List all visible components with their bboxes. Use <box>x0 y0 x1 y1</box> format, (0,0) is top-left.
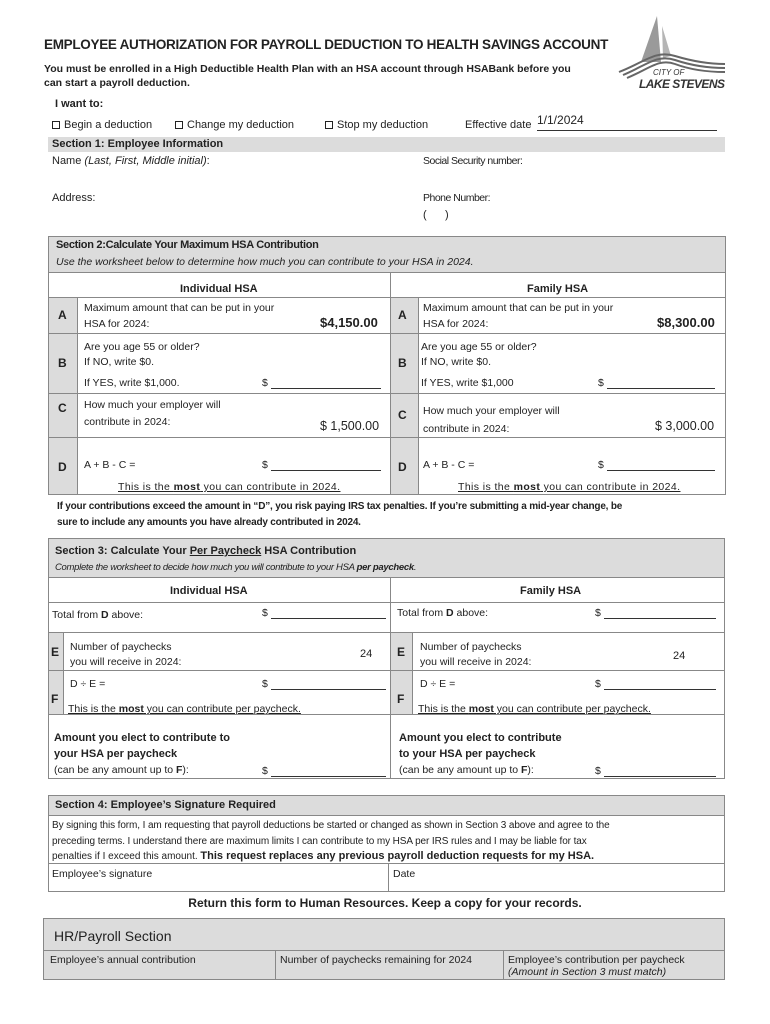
begin-deduction-checkbox[interactable] <box>52 119 152 131</box>
fam-elect-field[interactable]: $ <box>595 765 716 777</box>
ind-d-field[interactable] <box>262 459 381 471</box>
letter-e: E <box>51 645 60 659</box>
individual-hsa-header: Individual HSA <box>180 283 258 295</box>
section2-subtitle: Use the worksheet below to determine how much you can contribute to your HSA in 2024. <box>56 256 474 268</box>
dollar: $ <box>598 377 604 389</box>
fam-elect-text: Amount you elect to contribute <box>399 732 562 744</box>
s3-individual-header: Individual HSA <box>170 585 248 597</box>
checkbox-icon <box>52 121 60 129</box>
colon: : <box>206 155 210 167</box>
warning-line1: If your contributions exceed the amount in “D”, you risk paying IRS tax penalties. If you’re submitting a mid-year change, be <box>57 501 623 512</box>
ind-c-text2: contribute in 2024: <box>84 416 171 428</box>
ind-elect-text: Amount you elect to contribute to <box>54 732 230 744</box>
ind-a-value: $4,150.00 <box>320 315 378 330</box>
dollar: $ <box>262 459 268 471</box>
fam-f-note: This is the most you can contribute per paycheck. <box>418 703 651 715</box>
ind-c-value: $ 1,500.00 <box>320 419 380 433</box>
checkbox-icon <box>175 121 183 129</box>
ind-f-field[interactable]: $ <box>262 678 386 690</box>
letter-c: C <box>398 408 407 422</box>
fam-total-label: Total from D above: <box>397 607 489 619</box>
checkbox-icon <box>325 121 333 129</box>
subtitle-line2: can start a payroll deduction. <box>44 77 190 89</box>
ind-b-text: Are you age 55 or older? <box>84 341 200 353</box>
effective-date-label: Effective date <box>465 119 532 131</box>
date-field[interactable]: Date <box>393 868 416 880</box>
city-logo <box>615 12 727 92</box>
letter-a: A <box>398 308 407 322</box>
fam-d-field[interactable] <box>598 459 715 471</box>
ssn-field[interactable]: Social Security number: <box>423 155 523 167</box>
ind-d-formula: A + B - C = <box>84 459 136 471</box>
warning-line2: sure to include any amounts you have already contributed in 2024. <box>57 517 361 528</box>
paychecks-remaining-field[interactable]: Number of paychecks remaining for 2024 <box>280 954 473 966</box>
stop-deduction-checkbox[interactable] <box>325 119 428 131</box>
fam-b-text2: If NO, write $0. <box>421 356 492 368</box>
name-label: Name <box>52 155 85 167</box>
ind-elect-text2: your HSA per paycheck <box>54 748 178 760</box>
ind-total-label: Total from D above: <box>52 609 144 621</box>
ind-a-text2: HSA for 2024: <box>84 318 150 330</box>
fam-d-note: This is the most you can contribute in 2024. <box>458 481 681 493</box>
name-hint: (Last, First, Middle initial) <box>84 155 207 167</box>
s3-family-header: Family HSA <box>520 585 582 597</box>
employee-signature-field[interactable]: Employee’s signature <box>52 868 153 880</box>
ind-b-field[interactable] <box>262 377 381 389</box>
ind-f-formula: D ÷ E = <box>70 678 106 690</box>
ind-total-field[interactable]: $ <box>262 607 386 619</box>
fam-c-value: $ 3,000.00 <box>655 419 715 433</box>
effective-date-field[interactable]: 1/1/2024 <box>537 113 717 131</box>
ind-f-note: This is the most you can contribute per paycheck. <box>68 703 301 715</box>
fam-e-text2: you will receive in 2024: <box>420 656 532 668</box>
subtitle-line1: You must be enrolled in a High Deductible Health Plan with an HSA account through HSABank before you <box>44 63 571 75</box>
ind-a-text: Maximum amount that can be put in your <box>84 302 275 314</box>
fam-total-field[interactable]: $ <box>595 607 716 619</box>
letter-e: E <box>397 645 406 659</box>
contribution-note: (Amount in Section 3 must match) <box>508 966 667 978</box>
fam-c-text: How much your employer will <box>423 405 560 417</box>
family-hsa-header: Family HSA <box>527 283 589 295</box>
section3-title: Section 3: Calculate Your Per Paycheck HSA Contribution <box>55 545 357 557</box>
return-note: Return this form to Human Resources. Keep a copy for your records. <box>188 896 582 910</box>
stop-deduction-label: Stop my deduction <box>337 119 429 131</box>
fam-f-formula: D ÷ E = <box>420 678 456 690</box>
ind-b-text2: If NO, write $0. <box>84 356 155 368</box>
hr-title: HR/Payroll Section <box>54 928 172 944</box>
fam-a-text: Maximum amount that can be put in your <box>423 302 614 314</box>
letter-f: F <box>51 692 59 706</box>
ind-e-text2: you will receive in 2024: <box>70 656 182 668</box>
letter-b: B <box>58 356 67 370</box>
name-field[interactable] <box>52 155 210 167</box>
dollar: $ <box>262 377 268 389</box>
annual-contribution-field[interactable]: Employee’s annual contribution <box>50 954 196 966</box>
section4-header: Section 4: Employee’s Signature Required <box>49 796 724 815</box>
fam-f-field[interactable]: $ <box>595 678 716 690</box>
fam-elect-text3: (can be any amount up to F): <box>399 764 534 776</box>
begin-deduction-label: Begin a deduction <box>64 119 153 131</box>
change-deduction-checkbox[interactable] <box>175 119 294 131</box>
svg-text:LAKE STEVENS: LAKE STEVENS <box>639 77 725 91</box>
fam-b-text3: If YES, write $1,000 <box>421 377 514 389</box>
letter-a: A <box>58 308 67 322</box>
ind-e-text: Number of paychecks <box>70 641 172 653</box>
contribution-per-paycheck-field[interactable]: Employee’s contribution per paycheck <box>508 954 685 966</box>
fam-a-text2: HSA for 2024: <box>423 318 489 330</box>
change-deduction-label: Change my deduction <box>187 119 295 131</box>
fam-elect-text2: to your HSA per paycheck <box>399 748 536 760</box>
fam-e-value: 24 <box>673 650 686 662</box>
address-field[interactable]: Address: <box>52 192 96 204</box>
ind-elect-field[interactable]: $ <box>262 765 386 777</box>
consent-line3: penalties if I exceed this amount. This request replaces any previous payroll deduction requests for my HSA. <box>52 850 595 862</box>
fam-a-value: $8,300.00 <box>657 315 715 330</box>
letter-d: D <box>58 460 67 474</box>
phone-field[interactable]: Phone Number: <box>423 192 491 204</box>
ind-b-text3: If YES, write $1,000. <box>84 377 180 389</box>
phone-parens: ( ) <box>423 209 449 221</box>
section3-subtitle: Complete the worksheet to decide how much you will contribute to your HSA per paycheck. <box>55 562 417 573</box>
ind-elect-text3: (can be any amount up to F): <box>54 764 189 776</box>
fam-d-formula: A + B - C = <box>423 459 475 471</box>
i-want-to-label: I want to: <box>55 98 104 110</box>
fam-b-field[interactable] <box>598 377 715 389</box>
form-title: EMPLOYEE AUTHORIZATION FOR PAYROLL DEDUCTION TO HEALTH SAVINGS ACCOUNT <box>44 37 609 52</box>
svg-text:CITY OF: CITY OF <box>653 68 685 77</box>
section2-title: Section 2:Calculate Your Maximum HSA Contribution <box>56 239 319 251</box>
ind-d-note: This is the most you can contribute in 2024. <box>118 481 341 493</box>
sailboat-logo-icon <box>615 12 727 92</box>
consent-line1: By signing this form, I am requesting that payroll deductions be started or changed as shown in Section 3 above and agree to the <box>52 820 610 831</box>
letter-f: F <box>397 692 405 706</box>
ind-e-value: 24 <box>360 648 373 660</box>
dollar: $ <box>598 459 604 471</box>
consent-line2: preceding terms. I understand there are maximum limits I can contribute to my HSA per IRS rules and I may be liable for tax <box>52 836 587 847</box>
letter-d: D <box>398 460 407 474</box>
fam-b-text: Are you age 55 or older? <box>421 341 537 353</box>
fam-c-text2: contribute in 2024: <box>423 423 510 435</box>
letter-c: C <box>58 401 67 415</box>
section1-header: Section 1: Employee Information <box>48 137 725 152</box>
letter-b: B <box>398 356 407 370</box>
ind-c-text: How much your employer will <box>84 399 221 411</box>
fam-e-text: Number of paychecks <box>420 641 522 653</box>
